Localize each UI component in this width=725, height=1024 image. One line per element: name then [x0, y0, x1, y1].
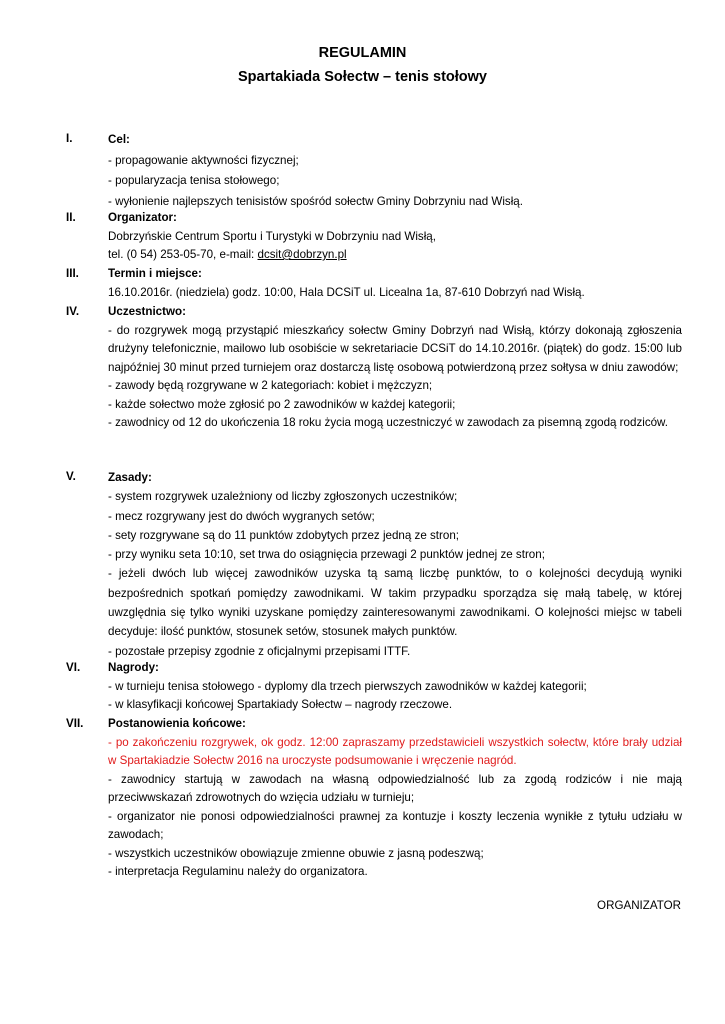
list-item: - zawody będą rozgrywane w 2 kategoriach: kobiet i mężczyzn; [108, 379, 433, 392]
list-item: - organizator nie ponosi odpowiedzialności prawnej za kontuzje i koszty leczenia wynikłe z tytułu udziału w zawodach; [108, 809, 682, 841]
list-item: - zawodnicy od 12 do ukończenia 18 roku życia mogą uczestniczyć w zawodach za pisemną zgodą rodziców. [108, 416, 669, 429]
list-item: - pozostałe przepisy zgodnie z oficjalnymi przepisami ITTF. [108, 644, 411, 658]
list-item: - każde sołectwo może zgłosić po 2 zawodników w każdej kategorii; [108, 397, 456, 411]
date-place-text: 16.10.2016r. (niedziela) godz. 10:00, Hala DCSiT ul. Licealna 1a, 87-610 Dobrzyń nad Wisłą. [108, 285, 585, 299]
list-item: - jeżeli dwóch lub więcej zawodników uzyska tą samą liczbę punktów, to o kolejności decydują wyniki bezpośrednich spotkań pomiędzy zawodnikami. W takim przypadku sporządza się małą tabelę, w której uwzględnia się tylko wyniki uzyskane pomiędzy zainteresowanymi zawodnikami. O kolejności miejsc w tabeli decyduje: ilość punktów, stosunek setów, stosunek małych punktów. [108, 567, 682, 639]
list-item: - w turnieju tenisa stołowego - dyplomy dla trzech pierwszych zawodników w każdej kategorii; [108, 679, 587, 693]
section-number: VI. [66, 661, 81, 674]
section-number: V. [66, 470, 76, 483]
list-item: - mecz rozgrywany jest do dwóch wygranych setów; [108, 509, 375, 523]
list-item: - interpretacja Regulaminu należy do organizatora. [108, 865, 368, 878]
section-heading: Cel: [108, 133, 130, 146]
list-item: - wszystkich uczestników obowiązuje zmienne obuwie z jasną podeszwą; [108, 846, 484, 860]
section-heading: Organizator: [108, 211, 177, 224]
list-item: - propagowanie aktywności fizycznej; [108, 153, 299, 167]
list-item: - system rozgrywek uzależniony od liczby zgłoszonych uczestników; [108, 490, 458, 504]
section-number: IV. [66, 305, 80, 318]
document-title: REGULAMIN [318, 45, 407, 61]
section-number: I. [66, 132, 73, 145]
section-heading: Uczestnictwo: [108, 305, 186, 318]
section-number: VII. [66, 717, 84, 730]
contact-phone: tel. (0 54) 253-05-70, e-mail: [108, 248, 258, 261]
ceremony-announcement: - po zakończeniu rozgrywek, ok godz. 12:00 zapraszamy przedstawicieli wszystkich sołectw, które brały udział w Spartakiadzie Sołectw 2016 na uroczyste podsumowanie i wręczenie nagród. [108, 735, 682, 767]
list-item: - sety rozgrywane są do 11 punktów zdobytych przez jedną ze stron; [108, 528, 459, 542]
organizer-contact [108, 246, 682, 265]
section-heading: Termin i miejsce: [108, 267, 202, 280]
list-item: - wyłonienie najlepszych tenisistów spośród sołectw Gminy Dobrzyniu nad Wisłą. [108, 194, 523, 208]
document-subtitle: Spartakiada Sołectw – tenis stołowy [238, 69, 487, 85]
section-heading: Postanowienia końcowe: [108, 717, 246, 730]
section-heading: Nagrody: [108, 661, 159, 674]
email-link[interactable]: dcsit@dobrzyn.pl [257, 248, 347, 261]
section-heading: Zasady: [108, 471, 152, 484]
section-number: III. [66, 267, 79, 280]
section-number: II. [66, 211, 76, 224]
list-item: - popularyzacja tenisa stołowego; [108, 174, 280, 187]
organizer-name: Dobrzyńskie Centrum Sportu i Turystyki w Dobrzyniu nad Wisłą, [108, 229, 436, 243]
list-item: - w klasyfikacji końcowej Spartakiady Sołectw – nagrody rzeczowe. [108, 698, 453, 711]
list-item: - do rozgrywek mogą przystąpić mieszkańcy sołectw Gminy Dobrzyń nad Wisłą, którzy dokonają zgłoszenia drużyny telefonicznie, mailowo lub osobiście w sekretariacie DCSiT do 14.10.2016r. (piątek) do godz. 15:00 lub najpóźniej 30 minut przed turniejem oraz dostarczą listę osobową potwierdzoną przez sołtysa w dniu zawodów; [108, 323, 682, 374]
list-item: - zawodnicy startują w zawodach na własną odpowiedzialność lub za zgodą rodziców i nie mają przeciwwskazań zdrowotnych do wzięcia udziału w turnieju; [108, 772, 682, 804]
signature: ORGANIZATOR [597, 899, 681, 912]
list-item: - przy wyniku seta 10:10, set trwa do osiągnięcia przewagi 2 punktów jednej ze stron; [108, 548, 545, 562]
